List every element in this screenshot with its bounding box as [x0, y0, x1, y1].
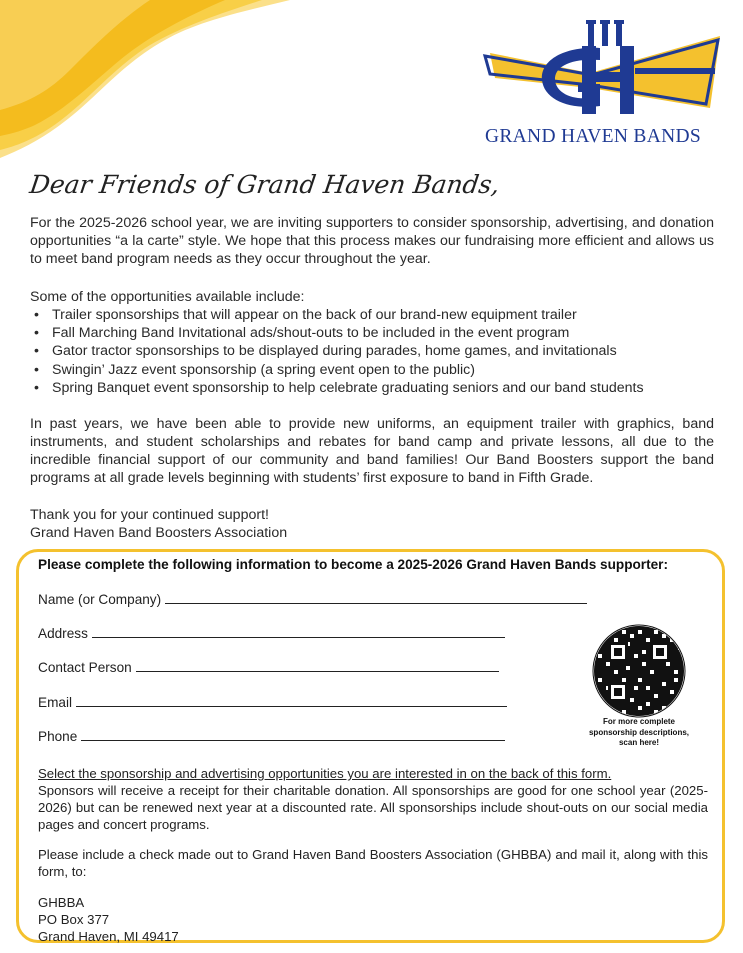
- qr-caption: For more complete sponsorship descriptions, scan here!: [588, 717, 689, 747]
- contact-person-line[interactable]: [136, 660, 499, 672]
- phone-label: Phone: [38, 729, 78, 744]
- list-item: • Fall Marching Band Invitational ads/shout-outs to be included in the event program: [30, 324, 644, 342]
- name-label: Name (or Company): [38, 592, 162, 607]
- list-item: • Trailer sponsorships that will appear on the back of our brand-new equipment trailer: [30, 306, 644, 324]
- intro-paragraph: For the 2025-2026 school year, we are inviting supporters to consider sponsorship, advertising, and donation opportunities “a la carte” style. We hope that this process makes our fundraising more efficient and allows us to meet band program needs as they occur throughout the year.: [30, 215, 714, 267]
- past-years-paragraph: In past years, we have been able to provide new uniforms, an equipment trailer with graphics, band instruments, and student scholarships and rebates for band camp and private lessons, all due to the incredible financial support of our community and band families! Our Band Boosters support the band programs at all grade levels beginning with students’ first exposure to band in Fifth Grade.: [30, 416, 714, 486]
- email-line[interactable]: [76, 695, 507, 707]
- phone-field[interactable]: [38, 729, 505, 744]
- mail-line-2: PO Box 377: [38, 912, 110, 927]
- greeting: Dear Friends of Grand Haven Bands,: [27, 170, 502, 199]
- opportunities-list: [30, 306, 644, 397]
- mailing-address: [38, 894, 708, 945]
- name-field[interactable]: [38, 592, 587, 607]
- email-label: Email: [38, 695, 72, 710]
- contact-person-field[interactable]: [38, 660, 499, 675]
- decorative-wave: [0, 0, 290, 170]
- address-label: Address: [38, 626, 88, 641]
- closing: [30, 506, 714, 542]
- phone-line[interactable]: [81, 729, 505, 741]
- logo-text: GRAND HAVEN BANDS: [484, 126, 701, 147]
- form-title: Please complete the following information to become a 2025-2026 Grand Haven Bands supporter:: [38, 557, 668, 572]
- check-instructions: Please include a check made out to Grand Haven Band Boosters Association (GHBBA) and mail it, along with this form, to:: [38, 847, 708, 879]
- list-item: • Gator tractor sponsorships to be displayed during parades, home games, and invitationals: [30, 342, 644, 360]
- sponsors-note: Sponsors will receive a receipt for their charitable donation. All sponsorships are good for one school year (2025-2026) but can be renewed next year at a discounted rate. All sponsorships include shout-outs on our social media pages and concert programs.: [38, 783, 708, 832]
- address-line[interactable]: [92, 626, 505, 638]
- mail-line-1: GHBBA: [38, 895, 85, 910]
- email-field[interactable]: [38, 695, 507, 710]
- contact-person-label: Contact Person: [38, 660, 132, 675]
- list-item: • Spring Banquet event sponsorship to help celebrate graduating seniors and our band students: [30, 379, 644, 397]
- name-line[interactable]: [165, 592, 587, 604]
- address-field[interactable]: [38, 626, 505, 641]
- opportunities-intro: Some of the opportunities available include:: [30, 289, 305, 305]
- list-item: • Swingin’ Jazz event sponsorship (a spring event open to the public): [30, 361, 644, 379]
- qr-code[interactable]: [592, 624, 686, 718]
- select-opportunities-note: Select the sponsorship and advertising opportunities you are interested in on the back of this form.: [38, 766, 612, 781]
- mail-line-3: Grand Haven, MI 49417: [38, 929, 179, 944]
- signature-line: Grand Haven Band Boosters Association: [30, 525, 288, 541]
- thanks-line: Thank you for your continued support!: [30, 507, 269, 523]
